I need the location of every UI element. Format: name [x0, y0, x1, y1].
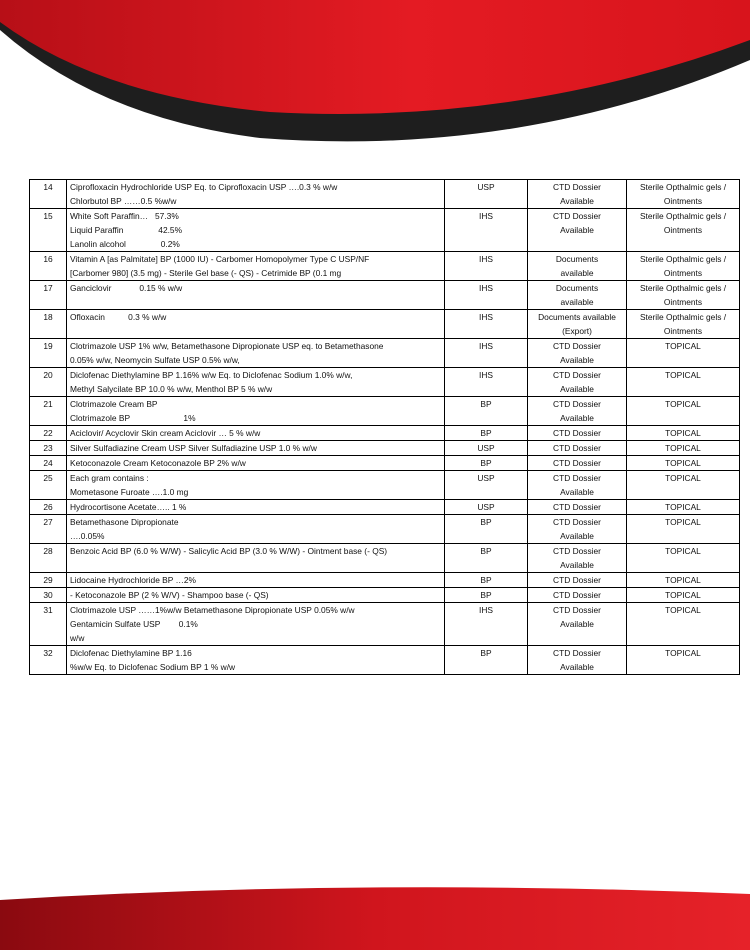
dossier-status: CTD Dossier Available — [528, 544, 627, 573]
product-composition — [67, 603, 445, 646]
row-number: 31 — [30, 603, 67, 646]
composition-line: Hydrocortisone Acetate….. 1 % — [70, 502, 187, 512]
product-composition — [67, 310, 445, 339]
dossier-status: CTD Dossier Available — [528, 471, 627, 500]
dosage-form: Sterile Opthalmic gels / Ointments — [627, 209, 740, 252]
dossier-status: CTD Dossier Available — [528, 397, 627, 426]
composition-line: Benzoic Acid BP (6.0 % W/W) - Salicylic Acid BP (3.0 % W/W) - Ointment base (- QS) — [70, 546, 388, 556]
dossier-status: CTD Dossier — [528, 441, 627, 456]
dossier-status: CTD Dossier — [528, 588, 627, 603]
row-number: 29 — [30, 573, 67, 588]
composition-line: Mometasone Furoate ….1.0 mg — [70, 487, 189, 497]
composition-line: Clotrimazole Cream BP — [70, 399, 158, 409]
composition-line: Each gram contains : — [70, 473, 149, 483]
product-composition — [67, 456, 445, 471]
product-composition — [67, 397, 445, 426]
footer-band — [0, 880, 750, 950]
dosage-form: TOPICAL — [627, 426, 740, 441]
product-composition — [67, 471, 445, 500]
dosage-form: TOPICAL — [627, 515, 740, 544]
dosage-form: TOPICAL — [627, 471, 740, 500]
product-composition — [67, 588, 445, 603]
pharmacopoeia-standard: IHS — [445, 339, 528, 368]
pharmacopoeia-standard: USP — [445, 180, 528, 209]
composition-line: 0.05% w/w, Neomycin Sulfate USP 0.5% w/w, — [70, 355, 240, 365]
header-swoosh — [0, 0, 750, 145]
composition-line: Ganciclovir 0.15 % w/w — [70, 283, 183, 293]
row-number: 26 — [30, 500, 67, 515]
table-row — [30, 368, 740, 397]
table-row — [30, 646, 740, 675]
composition-line: Silver Sulfadiazine Cream USP Silver Sulfadiazine USP 1.0 % w/w — [70, 443, 317, 453]
dossier-status: CTD Dossier Available — [528, 646, 627, 675]
pharmacopoeia-standard: BP — [445, 573, 528, 588]
table-row — [30, 310, 740, 339]
dossier-status: CTD Dossier Available — [528, 339, 627, 368]
product-composition — [67, 339, 445, 368]
row-number: 32 — [30, 646, 67, 675]
table-row — [30, 441, 740, 456]
composition-line: Clotrimazole BP 1% — [70, 413, 196, 423]
composition-line: Chlorbutol BP ……0.5 %w/w — [70, 196, 177, 206]
table-row — [30, 426, 740, 441]
composition-line: Lidocaine Hydrochloride BP …2% — [70, 575, 197, 585]
pharmacopoeia-standard: USP — [445, 500, 528, 515]
dosage-form: TOPICAL — [627, 573, 740, 588]
row-number: 20 — [30, 368, 67, 397]
row-number: 28 — [30, 544, 67, 573]
composition-line: w/w — [70, 633, 85, 643]
pharmacopoeia-standard: BP — [445, 397, 528, 426]
dosage-form: TOPICAL — [627, 368, 740, 397]
composition-line: ….0.05% — [70, 531, 105, 541]
pharmacopoeia-standard: BP — [445, 426, 528, 441]
table-row — [30, 397, 740, 426]
table-row — [30, 456, 740, 471]
composition-line: Ofloxacin 0.3 % w/w — [70, 312, 167, 322]
dosage-form: TOPICAL — [627, 544, 740, 573]
composition-line: Liquid Paraffin 42.5% — [70, 225, 183, 235]
pharmacopoeia-standard: IHS — [445, 281, 528, 310]
product-composition — [67, 515, 445, 544]
row-number: 17 — [30, 281, 67, 310]
dosage-form: Sterile Opthalmic gels / Ointments — [627, 180, 740, 209]
pharmacopoeia-standard: USP — [445, 441, 528, 456]
pharmacopoeia-standard: IHS — [445, 252, 528, 281]
pharmacopoeia-standard: BP — [445, 588, 528, 603]
table-row — [30, 573, 740, 588]
table-row — [30, 544, 740, 573]
table-row — [30, 471, 740, 500]
pharmacopoeia-standard: IHS — [445, 603, 528, 646]
table-row — [30, 252, 740, 281]
composition-line: Lanolin alcohol 0.2% — [70, 239, 180, 249]
product-table — [29, 179, 740, 675]
dosage-form: Sterile Opthalmic gels / Ointments — [627, 252, 740, 281]
dossier-status: Documents available (Export) — [528, 310, 627, 339]
row-number: 22 — [30, 426, 67, 441]
dossier-status: CTD Dossier — [528, 426, 627, 441]
pharmacopoeia-standard: IHS — [445, 209, 528, 252]
pharmacopoeia-standard: USP — [445, 471, 528, 500]
composition-line: Methyl Salycilate BP 10.0 % w/w, Menthol BP 5 % w/w — [70, 384, 273, 394]
row-number: 30 — [30, 588, 67, 603]
pharmacopoeia-standard: BP — [445, 456, 528, 471]
dosage-form: TOPICAL — [627, 588, 740, 603]
composition-line: Ketoconazole Cream Ketoconazole BP 2% w/w — [70, 458, 246, 468]
composition-line: Betamethasone Dipropionate — [70, 517, 179, 527]
row-number: 15 — [30, 209, 67, 252]
pharmacopoeia-standard: BP — [445, 646, 528, 675]
product-composition — [67, 646, 445, 675]
composition-line: Vitamin A [as Palmitate] BP (1000 IU) - Carbomer Homopolymer Type C USP/NF — [70, 254, 370, 264]
row-number: 24 — [30, 456, 67, 471]
row-number: 25 — [30, 471, 67, 500]
table-row — [30, 603, 740, 646]
dossier-status: Documents available — [528, 281, 627, 310]
pharmacopoeia-standard: BP — [445, 544, 528, 573]
row-number: 27 — [30, 515, 67, 544]
product-composition — [67, 544, 445, 573]
product-composition — [67, 573, 445, 588]
dosage-form: TOPICAL — [627, 603, 740, 646]
composition-line: Gentamicin Sulfate USP 0.1% — [70, 619, 198, 629]
table-row — [30, 281, 740, 310]
composition-line: Diclofenac Diethylamine BP 1.16% w/w Eq. to Diclofenac Sodium 1.0% w/w, — [70, 370, 353, 380]
dossier-status: CTD Dossier — [528, 456, 627, 471]
pharmacopoeia-standard: IHS — [445, 368, 528, 397]
table-row — [30, 339, 740, 368]
dossier-status: CTD Dossier — [528, 573, 627, 588]
dosage-form: TOPICAL — [627, 456, 740, 471]
dossier-status: CTD Dossier — [528, 500, 627, 515]
product-composition — [67, 426, 445, 441]
product-composition — [67, 368, 445, 397]
row-number: 21 — [30, 397, 67, 426]
dosage-form: Sterile Opthalmic gels / Ointments — [627, 281, 740, 310]
composition-line: Ciprofloxacin Hydrochloride USP Eq. to Ciprofloxacin USP ….0.3 % w/w — [70, 182, 338, 192]
dossier-status: CTD Dossier Available — [528, 515, 627, 544]
composition-line: Aciclovir/ Acyclovir Skin cream Aciclovir … 5 % w/w — [70, 428, 261, 438]
composition-line: Clotrimazole USP 1% w/w, Betamethasone Dipropionate USP eq. to Betamethasone — [70, 341, 384, 351]
pharmacopoeia-standard: IHS — [445, 310, 528, 339]
table-row — [30, 209, 740, 252]
composition-line: %w/w Eq. to Diclofenac Sodium BP 1 % w/w — [70, 662, 236, 672]
dosage-form: TOPICAL — [627, 339, 740, 368]
table-row — [30, 180, 740, 209]
dosage-form: TOPICAL — [627, 500, 740, 515]
dosage-form: Sterile Opthalmic gels / Ointments — [627, 310, 740, 339]
dosage-form: TOPICAL — [627, 397, 740, 426]
product-composition — [67, 180, 445, 209]
composition-line: Clotrimazole USP ……1%w/w Betamethasone Dipropionate USP 0.05% w/w — [70, 605, 355, 615]
product-composition — [67, 441, 445, 456]
pharmacopoeia-standard: BP — [445, 515, 528, 544]
composition-line: - Ketoconazole BP (2 % W/V) - Shampoo base (- QS) — [70, 590, 269, 600]
product-composition — [67, 209, 445, 252]
product-composition — [67, 252, 445, 281]
dosage-form: TOPICAL — [627, 441, 740, 456]
product-composition — [67, 500, 445, 515]
table-row — [30, 500, 740, 515]
row-number: 14 — [30, 180, 67, 209]
row-number: 16 — [30, 252, 67, 281]
dossier-status: CTD Dossier Available — [528, 180, 627, 209]
table-row — [30, 588, 740, 603]
dossier-status: Documents available — [528, 252, 627, 281]
dossier-status: CTD Dossier Available — [528, 368, 627, 397]
composition-line: White Soft Paraffin… 57.3% — [70, 211, 179, 221]
composition-line: Diclofenac Diethylamine BP 1.16 — [70, 648, 192, 658]
table-row — [30, 515, 740, 544]
dossier-status: CTD Dossier Available — [528, 209, 627, 252]
composition-line: [Carbomer 980] (3.5 mg) - Sterile Gel base (- QS) - Cetrimide BP (0.1 mg — [70, 268, 342, 278]
product-composition — [67, 281, 445, 310]
row-number: 23 — [30, 441, 67, 456]
row-number: 19 — [30, 339, 67, 368]
dossier-status: CTD Dossier Available — [528, 603, 627, 646]
dosage-form: TOPICAL — [627, 646, 740, 675]
row-number: 18 — [30, 310, 67, 339]
